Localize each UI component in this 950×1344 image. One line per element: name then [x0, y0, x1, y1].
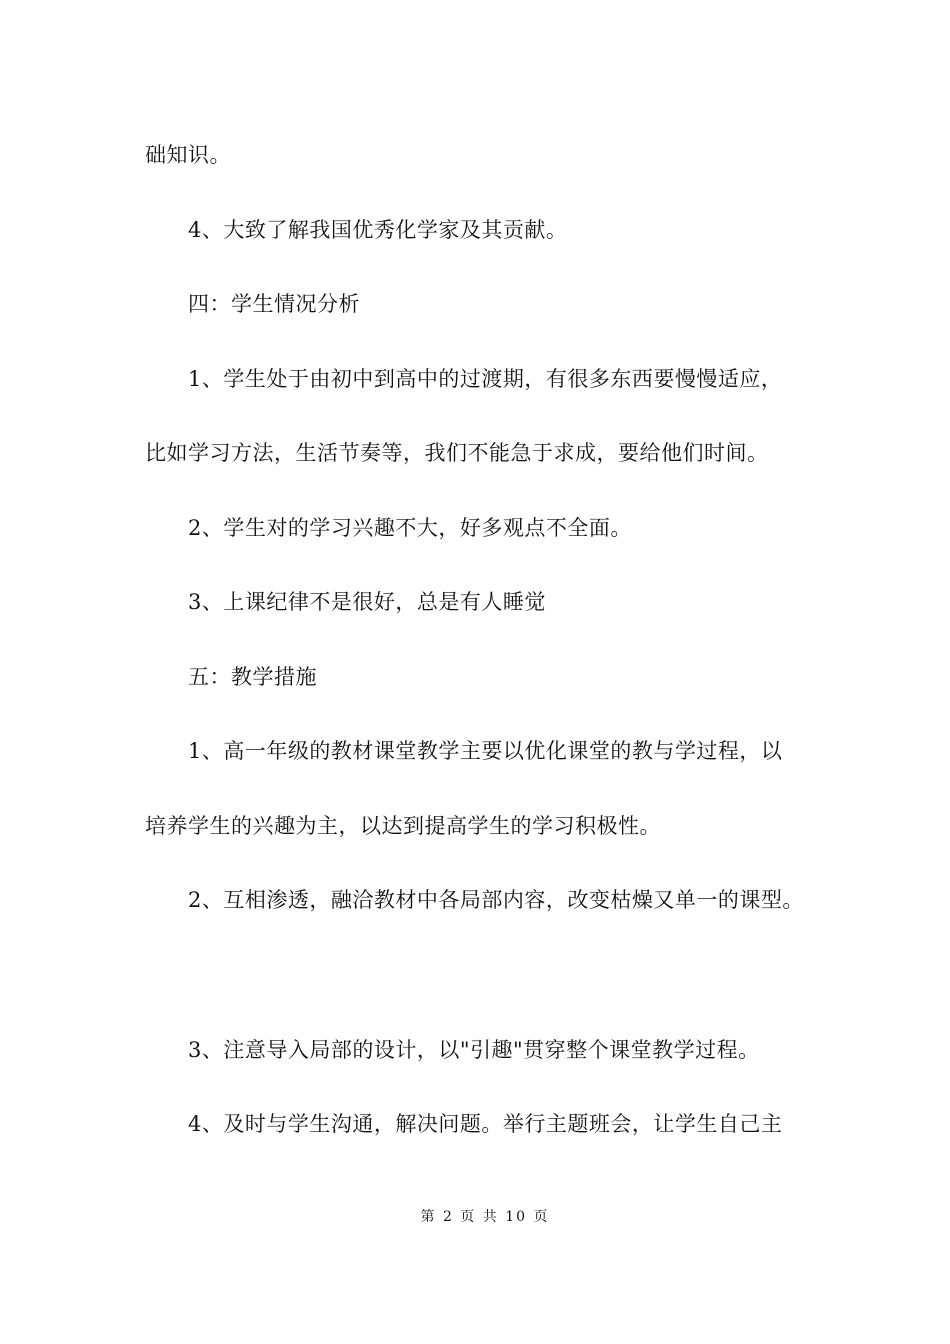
paragraph-line: 4、及时与学生沟通，解决问题。举行主题班会，让学生自己主 [188, 1112, 783, 1136]
paragraph-line: 培养学生的兴趣为主，以达到提高学生的学习积极性。 [145, 814, 661, 838]
paragraph-line: 础知识。 [145, 143, 231, 167]
paragraph-line: 1、高一年级的教材课堂教学主要以优化课堂的教与学过程，以 [188, 739, 783, 763]
paragraph-line: 3、注意导入局部的设计，以"引趣"贯穿整个课堂教学过程。 [188, 1038, 760, 1062]
section-heading: 五：教学措施 [188, 665, 317, 689]
paragraph-line: 4、大致了解我国优秀化学家及其贡献。 [188, 218, 568, 242]
paragraph-line: 3、上课纪律不是很好，总是有人睡觉 [188, 590, 546, 614]
paragraph-line: 比如学习方法，生活节奏等，我们不能急于求成，要给他们时间。 [145, 441, 769, 465]
section-heading: 四：学生情况分析 [188, 292, 360, 316]
page-number-footer: 第 2 页 共 10 页 [420, 1209, 550, 1225]
paragraph-line: 2、学生对的学习兴趣不大，好多观点不全面。 [188, 516, 632, 540]
paragraph-line: 1、学生处于由初中到高中的过渡期，有很多东西要慢慢适应， [188, 367, 783, 391]
paragraph-line: 2、互相渗透，融洽教材中各局部内容，改变枯燥又单一的课型。 [188, 888, 804, 912]
